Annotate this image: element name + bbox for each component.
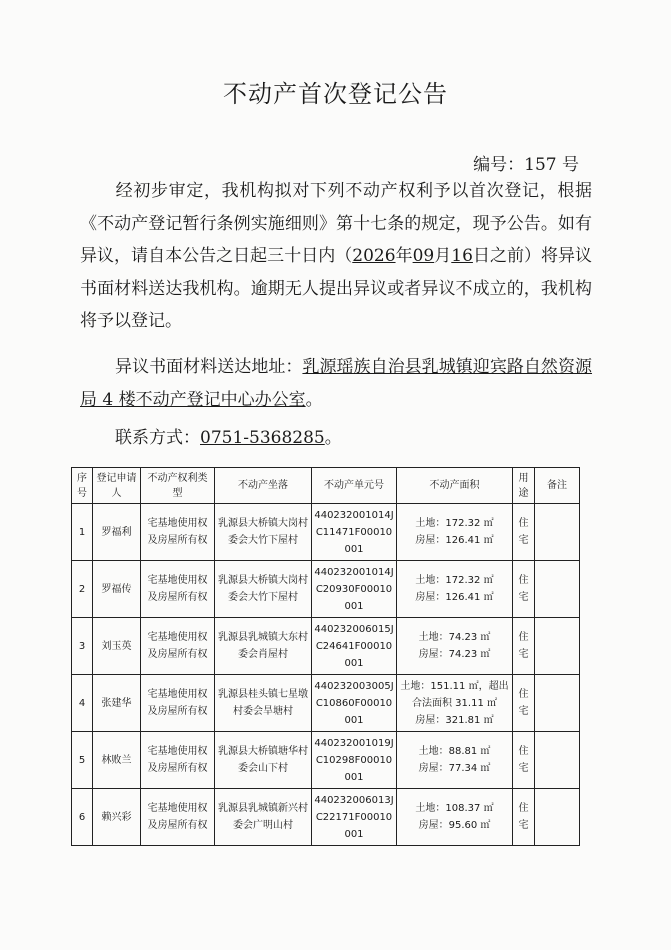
cell-unit-no: 440232006015JC24641F00010001 [312, 618, 397, 675]
land-area: 土地：172.32 ㎡ [415, 518, 494, 529]
table-row [72, 504, 580, 561]
notice-paragraph [80, 175, 592, 338]
house-area: 房屋：321.81 ㎡ [415, 714, 494, 726]
contact-phone: 0751-5368285 [200, 428, 325, 448]
contact-paragraph [80, 422, 592, 455]
table-row [72, 618, 580, 675]
table-header-row [72, 468, 580, 504]
cell-note [535, 789, 580, 846]
header-note: 备注 [535, 468, 580, 504]
cell-unit-no: 440232003005JC10860F00010001 [312, 675, 397, 732]
year-unit: 年 [395, 246, 413, 266]
cell-no: 6 [72, 789, 93, 846]
cell-unit-no: 440232001019JC10298F00010001 [312, 732, 397, 789]
cell-applicant: 张建华 [93, 675, 141, 732]
document-number: 编号：157 号 [473, 155, 579, 175]
cell-location: 乳源县桂头镇七星墩村委会旱塘村 [215, 675, 312, 732]
land-area: 土地：172.32 ㎡ [415, 575, 494, 586]
cell-no: 2 [72, 561, 93, 618]
notice-text-end: 日之前）将异议书面材料送达我机构。逾期无人提出异议或者异议不成立的，我机构将予以登记。 [80, 246, 593, 331]
cell-applicant: 罗福传 [93, 561, 141, 618]
house-area: 房屋：126.41 ㎡ [415, 592, 494, 603]
cell-applicant: 刘玉英 [93, 618, 141, 675]
cell-unit-no: 440232001014JC20930F00010001 [312, 561, 397, 618]
cell-unit-no: 440232001014JC11471F00010001 [312, 504, 397, 561]
page-title: 不动产首次登记公告 [223, 80, 448, 108]
deadline-month: 09 [412, 246, 435, 266]
cell-use: 住宅 [513, 618, 535, 675]
cell-no: 1 [72, 504, 93, 561]
cell-area [397, 789, 513, 846]
cell-location: 乳源县大桥镇大岗村委会大竹下屋村 [215, 561, 312, 618]
table-row [72, 732, 580, 789]
month-unit: 月 [434, 246, 452, 266]
cell-use: 住宅 [513, 675, 535, 732]
land-area: 土地：74.23 ㎡ [418, 632, 491, 643]
header-use: 用途 [513, 468, 535, 504]
cell-area [397, 504, 513, 561]
cell-right-type: 宅基地使用权及房屋所有权 [141, 789, 215, 846]
address-label: 异议书面材料送达地址： [115, 357, 303, 377]
cell-right-type: 宅基地使用权及房屋所有权 [141, 504, 215, 561]
header-no: 序号 [72, 468, 93, 504]
cell-use: 住宅 [513, 789, 535, 846]
cell-area [397, 618, 513, 675]
cell-note [535, 732, 580, 789]
cell-use: 住宅 [513, 504, 535, 561]
cell-location: 乳源县大桥镇大岗村委会大竹下屋村 [215, 504, 312, 561]
table-row [72, 561, 580, 618]
table-row [72, 675, 580, 732]
cell-area [397, 675, 513, 732]
cell-right-type: 宅基地使用权及房屋所有权 [141, 561, 215, 618]
house-area: 房屋：126.41 ㎡ [415, 535, 494, 546]
land-area: 土地：151.11 ㎡，超出合法面积 31.11 ㎡ [400, 680, 509, 709]
header-unit-no: 不动产单元号 [312, 468, 397, 504]
header-area: 不动产面积 [397, 468, 513, 504]
cell-applicant: 赖兴彩 [93, 789, 141, 846]
cell-location: 乳源县乳城镇大东村委会肖屋村 [215, 618, 312, 675]
cell-note [535, 561, 580, 618]
registration-table [71, 467, 580, 846]
address-value: 乳源瑶族自治县乳城镇迎宾路自然资源局 4 楼不动产登记中心办公室 [80, 357, 593, 410]
cell-note [535, 504, 580, 561]
land-area: 土地：88.81 ㎡ [418, 746, 491, 757]
notice-text: 经初步审定，我机构拟对下列不动产权利予以首次登记，根据《不动产登记暂行条例实施细则》第十七条的规定，现予公告。如有异议，请自本公告之日起三十日内（ [80, 181, 592, 266]
header-right-type: 不动产权利类型 [141, 468, 215, 504]
cell-area [397, 561, 513, 618]
cell-area [397, 732, 513, 789]
house-area: 房屋：95.60 ㎡ [418, 820, 491, 831]
cell-note [535, 675, 580, 732]
house-area: 房屋：77.34 ㎡ [418, 763, 491, 774]
cell-no: 5 [72, 732, 93, 789]
deadline-day: 16 [451, 246, 473, 266]
cell-applicant: 罗福利 [93, 504, 141, 561]
cell-location: 乳源县乳城镇新兴村委会广明山村 [215, 789, 312, 846]
cell-location: 乳源县大桥镇塘华村委会山下村 [215, 732, 312, 789]
header-location: 不动产坐落 [215, 468, 312, 504]
cell-use: 住宅 [513, 561, 535, 618]
cell-applicant: 林败兰 [93, 732, 141, 789]
cell-right-type: 宅基地使用权及房屋所有权 [141, 618, 215, 675]
header-applicant: 登记申请人 [93, 468, 141, 504]
land-area: 土地：108.37 ㎡ [415, 803, 494, 814]
address-end: 。 [305, 389, 323, 410]
cell-right-type: 宅基地使用权及房屋所有权 [141, 675, 215, 732]
contact-end: 。 [324, 428, 342, 448]
cell-no: 4 [72, 675, 93, 732]
cell-note [535, 618, 580, 675]
cell-right-type: 宅基地使用权及房屋所有权 [141, 732, 215, 789]
table-row [72, 789, 580, 846]
house-area: 房屋：74.23 ㎡ [418, 649, 491, 660]
deadline-year: 2026 [352, 246, 396, 266]
cell-no: 3 [72, 618, 93, 675]
contact-label: 联系方式： [115, 428, 200, 448]
address-paragraph [80, 351, 592, 416]
cell-use: 住宅 [513, 732, 535, 789]
cell-unit-no: 440232006013JC22171F00010001 [312, 789, 397, 846]
